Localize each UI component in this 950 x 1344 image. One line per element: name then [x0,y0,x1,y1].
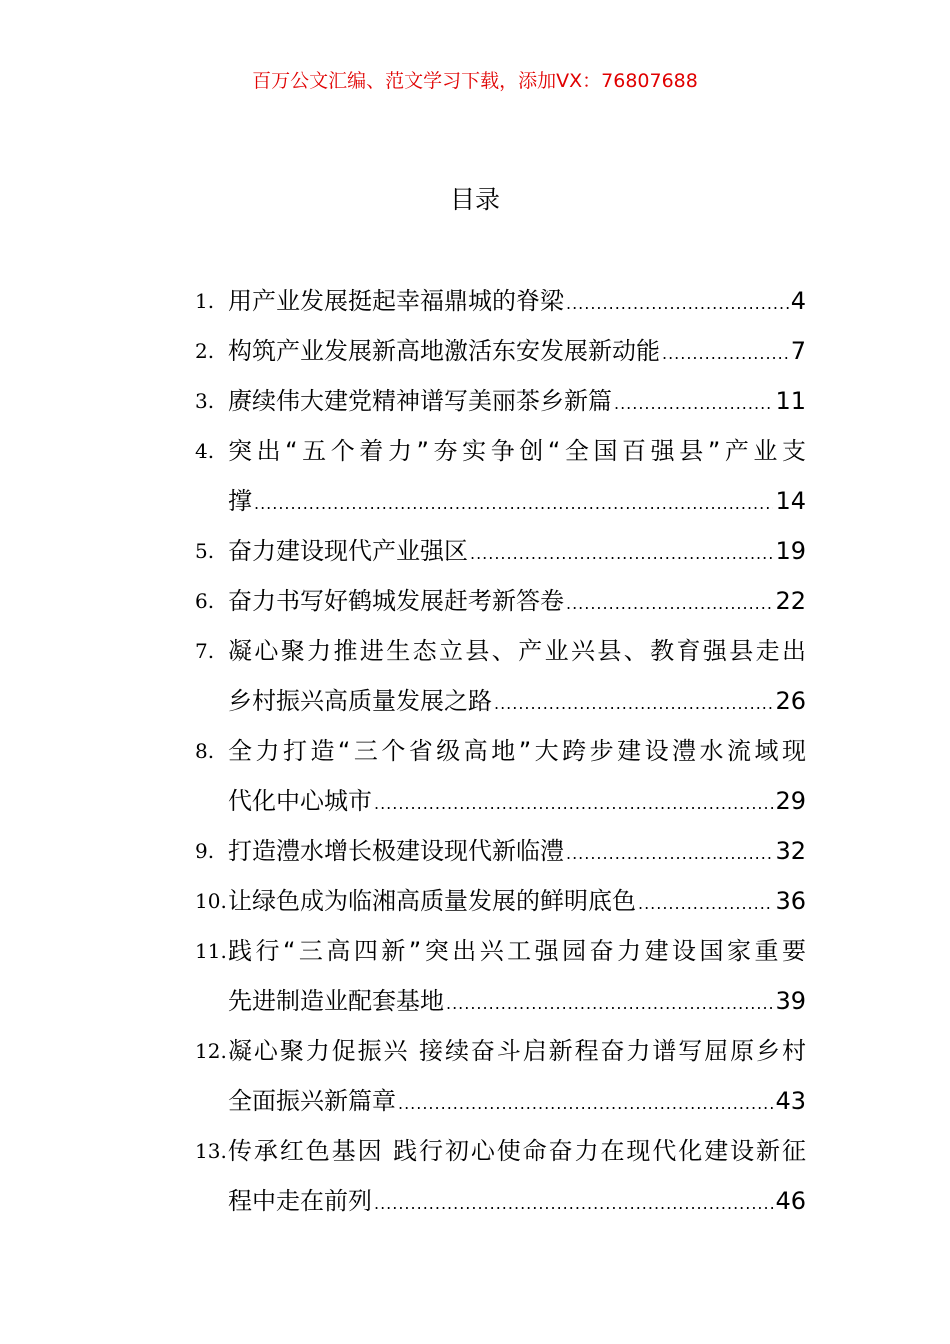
toc-entry[interactable] [0,376,950,426]
toc-entry-title: 打造澧水增长极建设现代新临澧 [228,837,564,865]
toc-entry[interactable] [0,276,950,326]
toc-entry[interactable] [0,526,950,576]
toc-entry[interactable] [0,826,950,876]
toc-entry-title: 凝心聚力推进生态立县、产业兴县、教育强县走出 [228,637,806,665]
toc-entry-page: 22 [775,587,806,615]
toc-entry-page: 11 [775,387,806,415]
toc-entry-title: 构筑产业发展新高地激活东安发展新动能 [228,337,660,365]
dot-leader [566,829,773,879]
toc-entry-page: 46 [775,1187,806,1215]
dot-leader [374,1179,773,1229]
toc-entry[interactable] [0,1026,950,1076]
toc-title: 目录 [449,185,500,214]
dot-leader [470,529,773,579]
toc-entry-continuation[interactable] [0,776,950,826]
dot-leader [566,579,773,629]
toc-entry-page: 26 [775,687,806,715]
toc-entry-continuation[interactable] [0,976,950,1026]
toc-entry-continuation[interactable] [0,676,950,726]
toc-entry-page: 29 [775,787,806,815]
dot-leader [614,379,773,429]
toc-entry-number: 12. [195,1039,227,1063]
toc-entry-number: 10. [195,889,227,913]
toc-entry-title-cont: 全面振兴新篇章 [228,1087,396,1115]
toc-entry[interactable] [0,876,950,926]
toc-entry-continuation[interactable] [0,1176,950,1226]
toc-entry-number: 3. [195,389,215,413]
toc-entry-title: 传承红色基因 践行初心使命奋力在现代化建设新征 [228,1137,806,1165]
toc-entry-title: 凝心聚力促振兴 接续奋斗启新程奋力谱写屈原乡村 [228,1037,806,1065]
toc-entry-number: 6. [195,589,215,613]
dot-leader [566,279,789,329]
toc-entry[interactable] [0,426,950,476]
toc-entry-page: 32 [775,837,806,865]
toc-entry-continuation[interactable] [0,476,950,526]
toc-entry-page: 19 [775,537,806,565]
toc-entry[interactable] [0,926,950,976]
toc-entry-title-cont: 代化中心城市 [228,787,372,815]
toc-entry-number: 2. [195,339,215,363]
toc-entry-title: 赓续伟大建党精神谱写美丽茶乡新篇 [228,387,612,415]
dot-leader [638,879,773,929]
toc-entry-page: 7 [790,337,806,365]
header-banner: 百万公文汇编、范文学习下载，添加VX：76807688 [252,70,698,92]
toc-entry-number: 4. [195,439,215,463]
dot-leader [662,329,789,379]
toc-entry-title-cont: 撑 [228,487,252,515]
toc-entry-title: 践行“三高四新”突出兴工强园奋力建设国家重要 [228,937,806,965]
toc-entry-number: 11. [195,939,227,963]
toc-entry-number: 1. [195,289,215,313]
toc-entry-page: 39 [775,987,806,1015]
dot-leader [374,779,773,829]
toc-entry-page: 43 [775,1087,806,1115]
toc-entry[interactable] [0,1126,950,1176]
dot-leader [494,679,773,729]
toc-entry[interactable] [0,726,950,776]
toc-entry-number: 8. [195,739,215,763]
toc-entry-title: 让绿色成为临湘高质量发展的鲜明底色 [228,887,636,915]
dot-leader [446,979,773,1029]
toc-entry-title-cont: 乡村振兴高质量发展之路 [228,687,492,715]
toc-entry-number: 5. [195,539,215,563]
toc-entry-continuation[interactable] [0,1076,950,1126]
toc-entry-title: 突出“五个着力”夯实争创“全国百强县”产业支 [228,437,806,465]
toc-entry[interactable] [0,576,950,626]
toc-entry-title: 奋力建设现代产业强区 [228,537,468,565]
toc-entry-number: 13. [195,1139,227,1163]
toc-entry-number: 9. [195,839,215,863]
dot-leader [398,1079,773,1129]
dot-leader [254,479,773,529]
toc-entry-number: 7. [195,639,215,663]
toc-entry-title: 全力打造“三个省级高地”大跨步建设澧水流域现 [228,737,806,765]
toc-entry-title-cont: 程中走在前列 [228,1187,372,1215]
toc-entry[interactable] [0,626,950,676]
toc-entry-page: 36 [775,887,806,915]
toc-entry-title-cont: 先进制造业配套基地 [228,987,444,1015]
toc-entry-page: 14 [775,487,806,515]
toc-entry-title: 用产业发展挺起幸福鼎城的脊梁 [228,287,564,315]
toc-entry-page: 4 [790,287,806,315]
table-of-contents [0,276,950,1226]
toc-entry[interactable] [0,326,950,376]
toc-entry-title: 奋力书写好鹤城发展赶考新答卷 [228,587,564,615]
